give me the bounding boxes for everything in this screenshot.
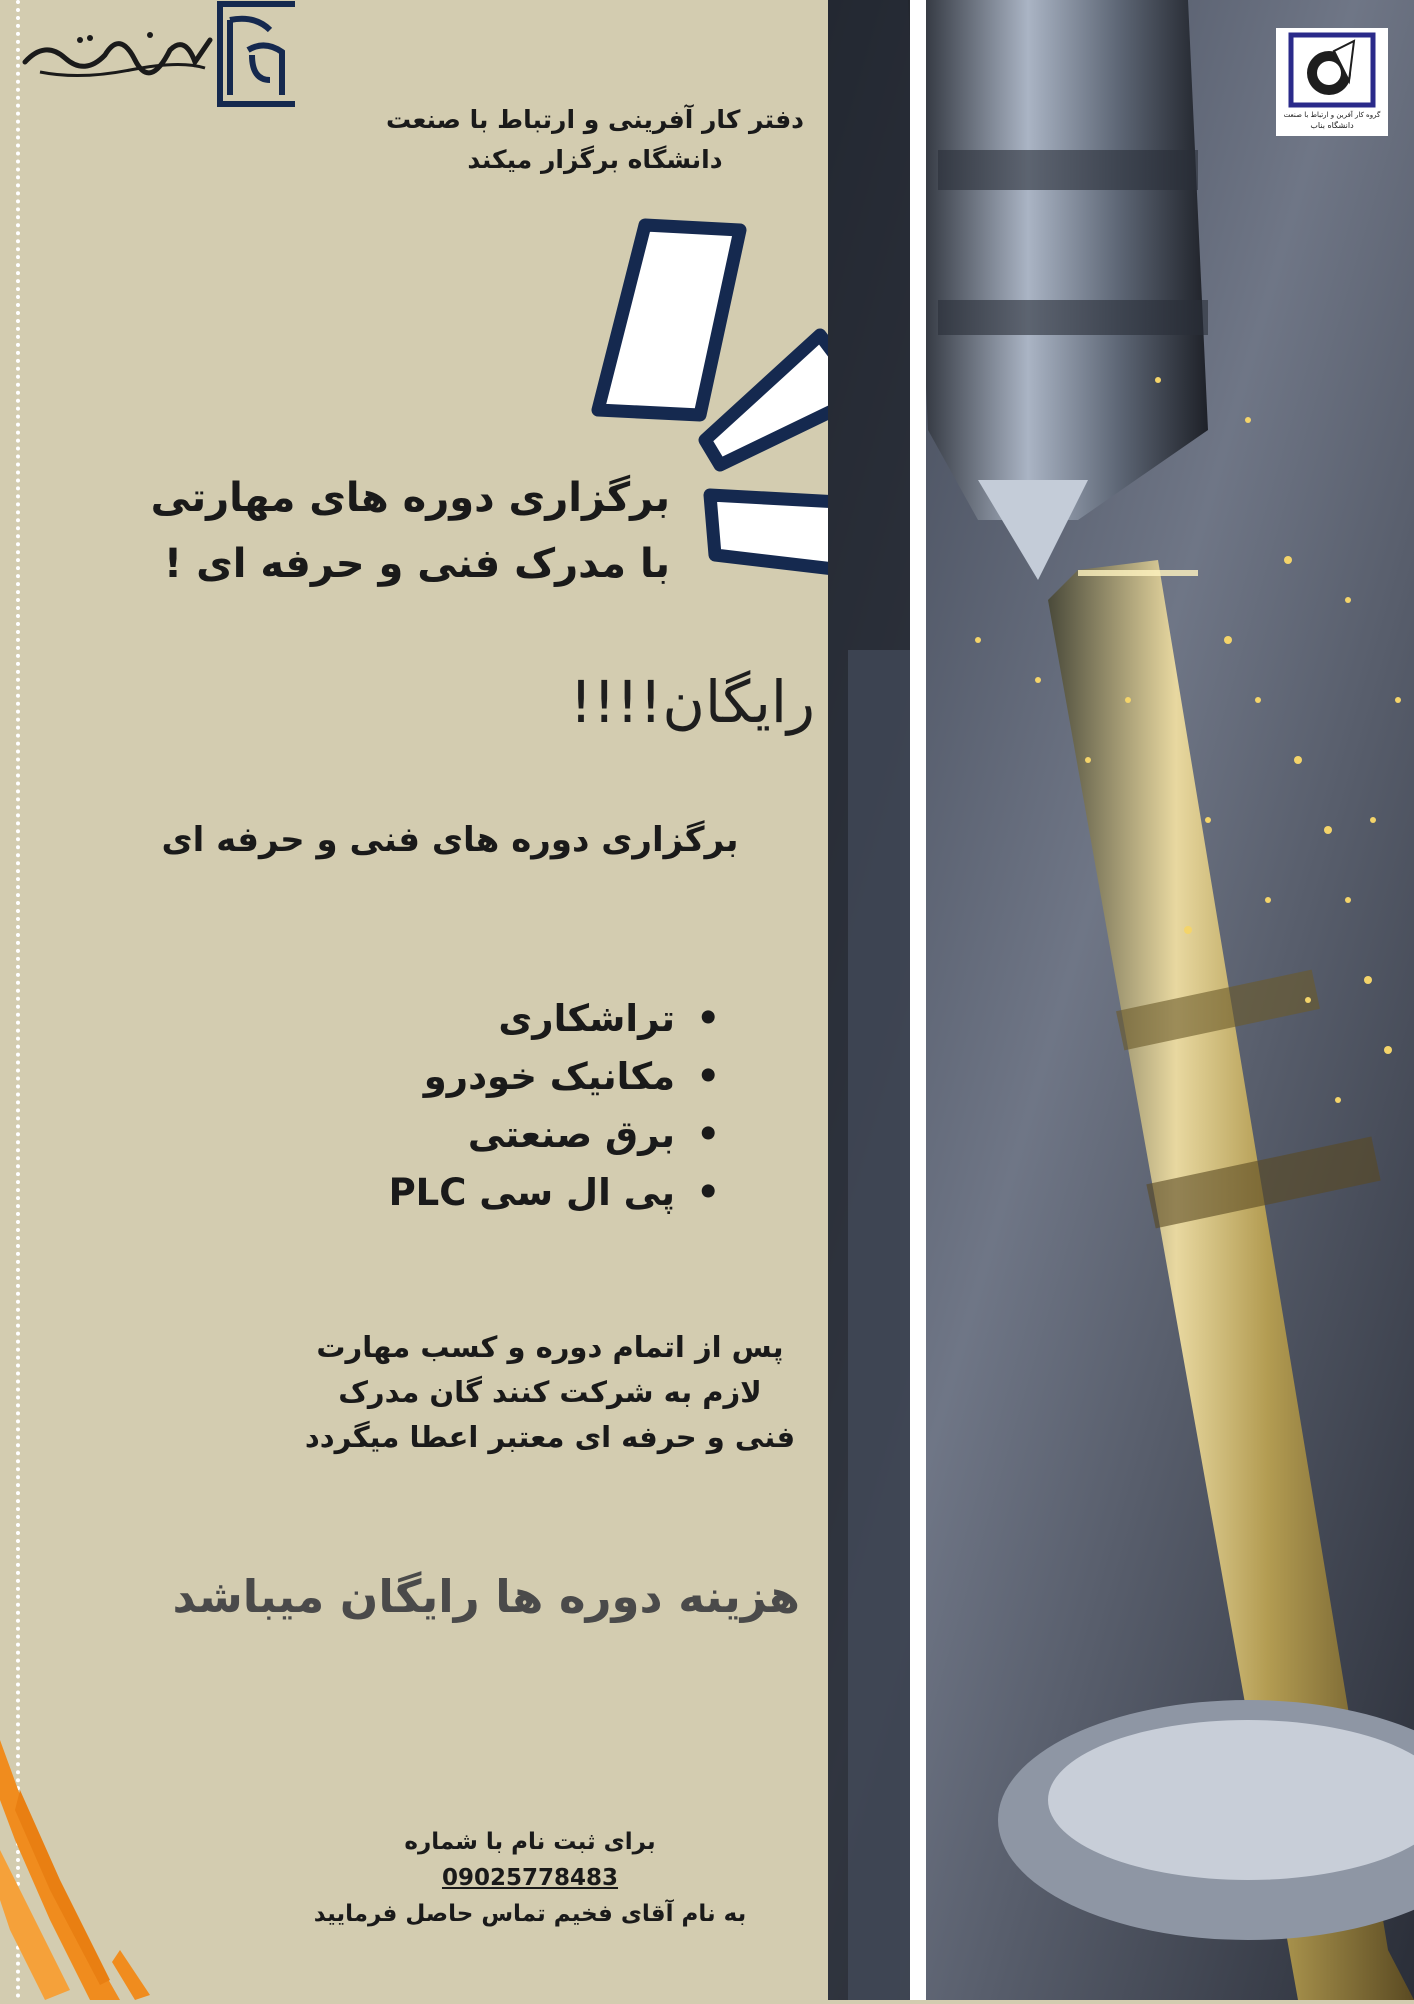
cost-note: هزینه دوره ها رایگان میباشد	[172, 1570, 800, 1623]
industry-office-badge	[1276, 28, 1388, 136]
contact-prefix: برای ثبت نام با شماره	[404, 1829, 656, 1855]
organizer-text	[380, 100, 810, 180]
course-label: تراشکاری	[498, 997, 675, 1040]
headline-line-2: با مدرک فنی و حرفه ای !	[163, 541, 670, 587]
organizer-line-1: دفتر کار آفرینی و ارتباط با صنعت	[385, 105, 805, 134]
headline	[110, 465, 670, 597]
list-item	[340, 1164, 720, 1222]
course-list	[340, 990, 720, 1222]
dotted-border	[16, 0, 20, 2000]
contact-line-1	[310, 1824, 750, 1896]
bullet-icon: •	[696, 1113, 720, 1156]
badge-caption-line-1: گروه کار آفرین و ارتباط با صنعت	[1283, 111, 1381, 119]
bullet-icon: •	[696, 1055, 720, 1098]
subtitle: برگزاری دوره های فنی و حرفه ای	[161, 820, 739, 860]
course-label: مکانیک خودرو	[423, 1055, 675, 1098]
bullet-icon: •	[696, 997, 720, 1040]
headline-line-1: برگزاری دوره های مهارتی	[150, 475, 670, 521]
certificate-line-2: لازم به شرکت کنند گان مدرک	[338, 1375, 762, 1409]
certificate-line-3: فنی و حرفه ای معتبر اعطا میگردد	[304, 1420, 796, 1454]
certificate-text	[290, 1325, 810, 1460]
orange-brush-decoration	[0, 1730, 180, 2000]
vertical-divider	[910, 0, 926, 2000]
course-label: برق صنعتی	[467, 1113, 675, 1156]
list-item	[340, 1048, 720, 1106]
certificate-line-1: پس از اتمام دوره و کسب مهارت	[316, 1330, 784, 1364]
phone-number[interactable]: 09025778483	[441, 1865, 619, 1891]
university-logo	[20, 0, 295, 110]
list-item	[340, 990, 720, 1048]
contact-line-2: به نام آقای فخیم تماس حاصل فرمایید	[313, 1901, 747, 1927]
list-item	[340, 1106, 720, 1164]
organizer-line-2: دانشگاه برگزار میکند	[467, 145, 723, 174]
bullet-icon: •	[696, 1171, 720, 1214]
free-label: رایگان!!!!	[569, 668, 815, 736]
contact-info	[310, 1824, 750, 1932]
course-label: پی ال سی PLC	[388, 1171, 675, 1214]
badge-caption-line-2: دانشگاه بناب	[1310, 121, 1354, 130]
